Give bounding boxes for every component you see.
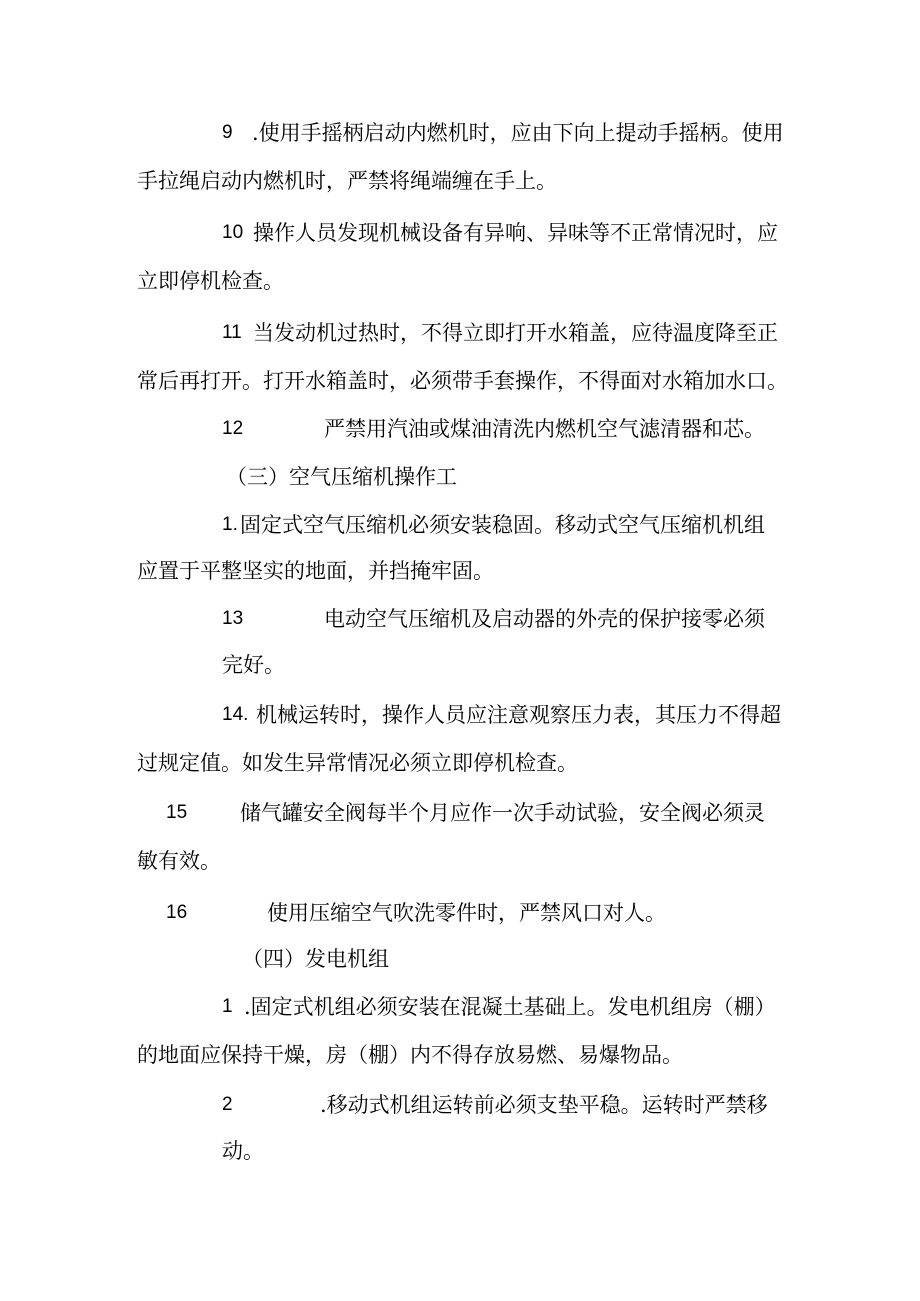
item-number: 15: [166, 802, 188, 823]
item-number: 1: [222, 996, 233, 1017]
paragraph-line: 机械运转时，操作人员应注意观察压力表，其压力不得超: [256, 703, 781, 727]
paragraph-line: 严禁用汽油或煤油清洗内燃机空气滤清器和芯。: [324, 417, 765, 441]
paragraph-line: 使用压缩空气吹洗零件时，严禁风口对人。: [267, 901, 666, 925]
paragraph-line: 立即停机检查。: [137, 269, 284, 293]
paragraph-line: 常后再打开。打开水箱盖时，必须带手套操作，不得面对水箱加水口。: [137, 369, 788, 393]
paragraph-line: .移动式机组运转前必须支垫平稳。运转时严禁移: [320, 1093, 768, 1117]
item-number: 1.: [222, 514, 238, 535]
item-number: 14.: [222, 704, 249, 725]
item-number: 12: [222, 418, 244, 439]
item-number: 13: [222, 608, 244, 629]
paragraph-line: 电动空气压缩机及启动器的外壳的保护接零必须: [324, 607, 765, 631]
paragraph-line: 的地面应保持干燥，房（棚）内不得存放易燃、易爆物品。: [137, 1043, 683, 1067]
item-number: 11: [222, 322, 242, 343]
paragraph-line: 当发动机过热时，不得立即打开水箱盖，应待温度降至正: [253, 321, 778, 345]
item-number: 10: [222, 222, 244, 243]
paragraph-line: 储气罐安全阀每半个月应作一次手动试验，安全阀必须灵: [240, 801, 765, 825]
section-heading: （四）发电机组: [242, 947, 389, 971]
paragraph-line: .固定式机组必须安装在混凝土基础上。发电机组房（棚）: [244, 995, 776, 1019]
item-number: 16: [166, 902, 188, 923]
paragraph-line: 敏有效。: [137, 849, 221, 873]
paragraph-line: 固定式空气压缩机必须安装稳固。移动式空气压缩机机组: [240, 513, 765, 537]
paragraph-line: .使用手摇柄启动内燃机时，应由下向上提动手摇柄。使用: [252, 121, 784, 145]
paragraph-line: 完好。: [222, 653, 285, 677]
paragraph-line: 应置于平整坚实的地面，并挡掩牢固。: [137, 559, 494, 583]
item-number: 2: [222, 1094, 233, 1115]
paragraph-line: 过规定值。如发生异常情况必须立即停机检查。: [137, 751, 578, 775]
item-number: 9: [222, 122, 233, 143]
paragraph-line: 操作人员发现机械设备有异响、异味等不正常情况时，应: [253, 221, 778, 245]
section-heading: （三）空气压缩机操作工: [226, 465, 457, 489]
paragraph-line: 动。: [222, 1139, 264, 1163]
paragraph-line: 手拉绳启动内燃机时，严禁将绳端缠在手上。: [137, 169, 557, 193]
